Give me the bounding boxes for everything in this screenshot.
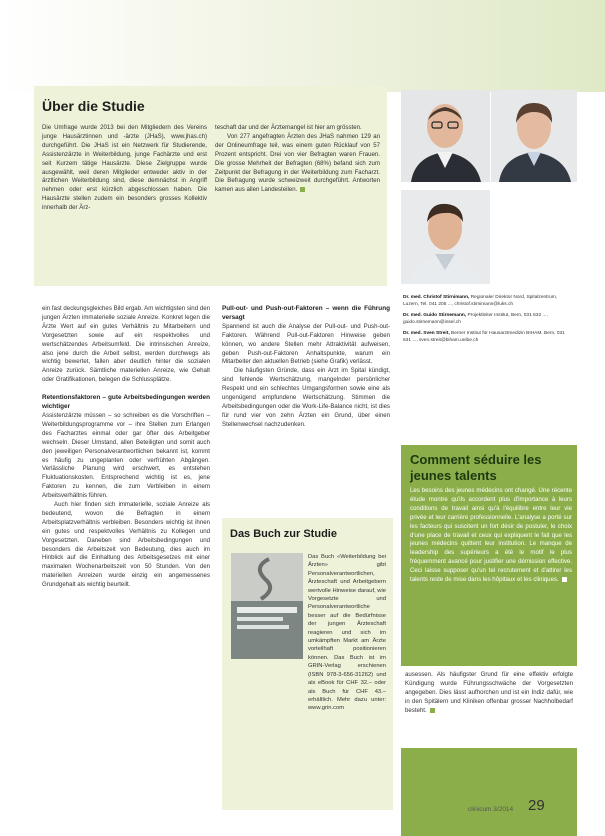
study-column-1: [42, 124, 207, 213]
magazine-issue: clinicum 3/2014: [468, 806, 514, 813]
portrait-photo: [401, 190, 490, 284]
author-details: Berner Institut für Hausarztmedizin BIHAM, Bern, 031 631 ..., sven.streit@biham.unibe.ch: [403, 331, 565, 343]
author-details: Projektleiter Institut, Bern, 031 632 ..., guido.stirnemann@insel.ch: [403, 313, 548, 325]
main-column-1: [42, 305, 210, 590]
author-details: Regionaler Direktor Nord, Spitalzentrum, Luzern, Tel. 041 205 ..., christof.stirnimann@luks.ch: [403, 295, 558, 307]
body-paragraph: Auch hier finden sich immaterielle, soziale Anreize als bedeutend, wovon die Befragten in einem Arbeitsplatzverhältnis verbleiben. Besonders wichtig ist ihnen ein gutes und respektvolles Verhältnis zu Kollegen und Vorgesetzten. Daneben sind Arbeitsbedingungen und besonders die Arbeitszeit von Bedeutung, dies auch im Hinblick auf die Einhaltung des Arbeitsgesetzes mit einer maximalen Wochenarbeitszeit von 50 Stunden. Von den materiellen Anreizen wurde einzig ein angemessenes Grundgehalt als wichtig beurteilt.: [42, 501, 210, 589]
french-summary-title: Comment séduire les jeunes talents: [410, 452, 542, 483]
portrait-person-icon: [401, 90, 490, 182]
portrait-photo: [401, 90, 490, 182]
end-mark-icon: [300, 187, 305, 192]
author-caption: [403, 331, 573, 344]
study-paragraph: Von 277 angefragten Ärzten des JHaS nahmen 129 an der Onlineumfrage teil, was einem guten Rücklauf von 57 Prozent entspricht. Drei von vier Befragten waren Frauen. Die grosse Mehrheit der Befragten (68%) befand sich zum Zeitpunkt der Befragung in der Weiterbildung zum Facharzt. Die Befragung wurde schweizweit durchgeführt. Antworten kamen aus allen Landesteilen.: [215, 132, 380, 194]
end-mark-icon: [562, 577, 567, 582]
page-number: 29: [528, 797, 545, 814]
main-column-2: [222, 305, 390, 430]
body-paragraph: ein fast deckungsgleiches Bild ergab. Am wichtigsten sind den jungen Ärzten immaterielle soziale Anreize. Konkret legen die Ärzte Wert auf ein gutes Verhältnis zu Mitarbeitern und Vorgesetzten sowie auf ein respektvolles und wertschätzendes Arbeitsumfeld. Die intrinsischen Anreize, also jene durch die Arbeit selbst, werden durchwegs als wichtig bewertet, fallen aber deutlich hinter die sozialen Anreize zurück. Sämtliche materiellen Anreize, wie Gehalt oder Gratifikationen, belegen die Schlussplätze.: [42, 305, 210, 384]
french-summary-paragraph: Les besoins des jeunes médecins ont changé. Une récente étude montre qu'ils accordent plus d'importance à leurs conditions de travail ainsi qu'à l'équilibre entre leur vie privée et leur carrière professionnelle. L'analyse a porté sur les facteurs qui suscitent un fort désir de postuler, le choix d'une place de travail et ceux qui expliquent le fait que les jeunes médecins quittent leur institution. Le manque de leadership des supérieurs a été le motif le plus fréquemment avancé pour justifier une démission effective. Ceci laisse supposer qu'un tel recrutement et d'attirer les talents reste de mise dans les hôpitaux et les cliniques.: [410, 487, 572, 584]
portrait-person-icon: [491, 90, 577, 182]
top-band: [0, 0, 605, 92]
book-text: Das Buch «Weiterbildung bei Ärzten» gibt Personalverantwortlichen, Ärzteschaft und Arbeitgebern wertvolle Hinweise darauf, wie Vorgesetzte und Personalverantwortliche besser auf die Bedürfnisse der jungen Ärzteschaft reagieren und sich im umkämpften Markt am Ärzte vorteilhaft positionieren können. Das Buch ist im GRIN-Verlag erschienen (ISBN 978-3-656-31262) und als eBook für CHF 32.– oder als Buch für CHF 43.– erhältlich. Mehr dazu unter: www.grin.com: [308, 554, 386, 712]
section-heading: Retentionsfaktoren – gute Arbeitsbedingungen werden wichtiger: [42, 394, 210, 411]
body-paragraph: Assistenzärzte müssen – so schreiben es die Vorschriften – Weiterbildungsprogramme vor – ihre Stellen zum Erlangen des Facharztes einmal oder gar öfter des Arbeitgeber wechseln. Dieser Umstand, allen Beteiligten und somit auch den jeweiligen Personalverantwortlichen bekannt ist, kommt es häufig zu ungeplanten oder verfrühten Abgängen. Verlässliche Planung wird erschwert, es entstehen Fluktuationskosten. Entsprechend wichtig ist es, jene Faktoren zu kennen, die zum Verbleiben in einem Arbeitsverhältnis führen.: [42, 411, 210, 500]
body-paragraph: Spannend ist auch die Analyse der Pull-out- und Push-out-Faktoren. Während Pull-out-Faktoren Hinweise geben können, wo andere Stellen mehr Attraktivität aufweisen, geben Push-out-Faktoren Anhaltspunkte, warum ein Mitarbeiter den aktuellen Betrieb (siehe Grafik) verlässt.: [222, 322, 390, 366]
main-column-3: [401, 666, 577, 748]
book-title: Das Buch zur Studie: [230, 528, 337, 540]
end-mark-icon: [430, 708, 435, 713]
author-name: Dr. med. Guido Stirnemann,: [403, 313, 467, 318]
study-column-2: [215, 124, 380, 195]
portrait-photo: [491, 90, 577, 182]
author-caption: [403, 295, 573, 308]
body-paragraph: ausessen. Als häufigster Grund für eine effektiv erfolgte Kündigung wurde Führungsschwäche der Vorgesetzten angegeben. Dies lässt aufhorchen und ist ein Indiz dafür, wie in den Spitälern und Kliniken offenbar grosser Nachholbedarf besteht.: [405, 671, 573, 714]
body-paragraph: Die häufigsten Gründe, dass ein Arzt im Spital kündigt, sind fehlende Wertschätzung, mangelnder persönlicher Respekt und ein schlechtes Umgangsformen sowie eine als ungenügend empfundene Wertschätzung. Stimmen die Arbeitsbedingungen oder die Work-Life-Balance nicht, ist dies für rund vier von zehn Ärzten ein Grund, über einen Stellenwechsel nachzudenken.: [222, 367, 390, 428]
book-cover-image: [231, 553, 303, 659]
study-paragraph: Die Umfrage wurde 2013 bei den Mitgliedern des Vereins junge Hausärztinnen und -ärzte (JHaS), www.jhas.ch) durchgeführt. Die JHaS ist ein Netzwerk für Studierende, Assistenzärzte in Weiterbildung, junge Fachärzte und erst seit Kurzem tätige Hausärzte. Diese Zielgruppe wurde ausgewählt, weil deren Mitglieder entweder aktiv in der ärztlichen Weiterbildung sind, diese demnächst in Angriff nehmen oder erst kürzlich abgeschlossen haben. Die Hausärzte stellen zudem ein besonders grosses Kollektiv innerhalb der Ärz-: [42, 124, 207, 212]
study-title: Über die Studie: [42, 98, 145, 114]
book-text-column: [308, 553, 386, 713]
french-summary-text: [410, 487, 572, 585]
author-name: Dr. med. Sven Streit,: [403, 331, 450, 336]
portrait-person-icon: [401, 190, 490, 284]
section-heading: Pull-out- und Push-out-Faktoren – wenn die Führung versagt: [222, 305, 390, 321]
author-name: Dr. med. Christof Stirnimann,: [403, 295, 470, 300]
author-captions: [403, 295, 573, 349]
study-paragraph: teschaft dar und der Ärztemangel ist hier am grössten.: [215, 124, 362, 131]
book-cover-icon: [231, 553, 303, 659]
author-caption: [403, 313, 573, 326]
